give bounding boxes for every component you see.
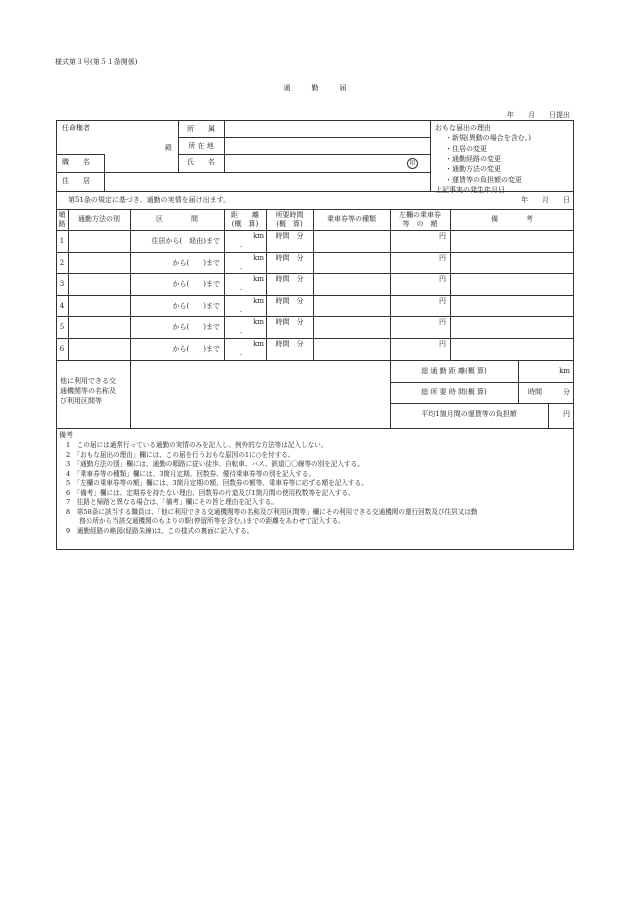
note-item: 務公所から当該交通機関のもよりの駅(停留所等を含む。)までの距離をあわせて記入する。 [66,517,345,525]
row-number: 6 [59,345,65,353]
row-km: km [253,275,264,283]
header-time-top: 所要時間 [275,211,304,219]
monthly-fare-label: 平均1箇月間の運賃等の負担額 [421,410,517,418]
note-item: 6 「備考」欄には、定期券を持たない理由、回数券の片道及び1箇月間の使用枚数等を記入する。 [66,488,355,497]
row-yen: 円 [439,318,446,326]
row-section: から( )まで [172,345,220,353]
row-yen: 円 [439,297,446,305]
reason-item: ・住居の変更 [445,145,487,153]
note-item: 5 「左欄の乗車券等の額」欄には、3箇月定期の額、回数券の額等、乗車券等に応ずる額を記入する。 [66,479,368,487]
row-number: 4 [59,302,65,310]
row-km: km [253,232,264,240]
row-section: から( )まで [172,280,220,288]
honorific: 殿 [165,144,172,152]
total-distance-label: 総 通 勤 距 離(概 算) [421,367,487,375]
row-yen: 円 [439,232,446,240]
row-number: 2 [59,259,65,267]
row-number: 3 [59,280,65,288]
seal-mark: 印 [407,158,418,169]
header-distance-top: 距 離 [231,211,259,219]
row-time: 時間 分 [275,275,304,283]
job-label: 職 名 [62,158,90,166]
row-km: km [253,254,264,262]
notes-title: 備考 [59,431,73,439]
header-time-bottom: (概 算) [276,220,303,228]
decimal-dot: . [239,263,243,271]
header-fare-bottom: 等 の 額 [402,220,438,228]
row-time: 時間 分 [275,297,304,305]
monthly-fare-unit: 円 [563,410,570,418]
total-time-unit: 時間 分 [528,388,570,396]
row-time: 時間 分 [275,340,304,348]
header-route-no-top: 順 [58,211,66,219]
other-transport-label: 通機関等の名称及 [60,387,116,395]
notes-list [66,441,478,536]
header-route-no-bottom: 路 [58,220,66,228]
residence-label: 住 居 [62,177,90,185]
note-item: 9 通勤経路の略図(経路朱線)は、この様式の裏面に記入する。 [66,526,254,535]
occurrence-label: 上記事実の発生年月日 [435,186,505,194]
occurrence-date: 年 月 日 [521,196,570,204]
row-yen: 円 [439,254,446,262]
total-time-label: 総 所 要 時 間(概 算) [421,388,487,396]
decimal-dot: . [239,241,243,249]
decimal-dot: . [239,306,243,314]
row-number: 1 [59,237,65,245]
decimal-dot: . [239,349,243,357]
reasons-title: おもな届出の理由 [435,124,491,132]
note-item: 2 「おもな届出の理由」欄には、この届を行うおもな原因の1に○を付する。 [66,450,295,459]
location-label: 所 在 地 [188,142,214,150]
row-number: 5 [59,323,65,331]
row-time: 時間 分 [275,232,304,240]
reason-item: ・運賃等の負担額の変更 [445,176,522,184]
name-label: 氏 名 [187,158,215,166]
note-item: 8 第58条に該当する職員は、「他に利用できる交通機関等の名称及び利用区間等」欄にその利用できる交通機関の運行回数及び住居又は勤 [66,507,478,516]
total-distance-unit: km [559,367,570,375]
note-item: 4 「乗車券等の種類」欄には、3箇月定期、回数券、優待乗車券等の別を記入する。 [66,469,316,478]
row-section: から( )まで [172,259,220,267]
header-remarks: 備 考 [491,215,533,223]
row-section: 住居から( 経由)まで [151,237,220,245]
row-km: km [253,318,264,326]
declaration: 第51条の規定に基づき、通勤の実情を届け出ます。 [68,196,231,204]
header-ticket-type: 乗車券等の種類 [327,215,376,223]
header-method: 通勤方法の別 [78,215,120,223]
row-time: 時間 分 [275,318,304,326]
note-item: 7 往路と帰路と異なる場合は、「備考」欄にその旨と理由を記入する。 [66,498,278,506]
other-transport-label: 他に利用できる交 [60,377,116,385]
row-km: km [253,340,264,348]
row-yen: 円 [439,340,446,348]
decimal-dot: . [239,327,243,335]
row-section: から( )まで [172,302,220,310]
reason-item: ・通勤方法の変更 [445,165,501,173]
header-fare-top: 左欄の乗車券 [399,211,441,219]
form-title: 通 勤 届 [283,84,347,92]
row-yen: 円 [439,275,446,283]
row-time: 時間 分 [275,254,304,262]
row-section: から( )まで [172,323,220,331]
section-label: 所 属 [187,125,215,133]
reason-item: ・新規(異動の場合を含む。) [445,134,531,142]
note-item: 1 この届には通常行っている通勤の実情のみを記入し、例外的な方法等は記入しない。 [66,441,328,449]
other-transport-label: び利用区間等 [60,397,102,405]
note-item: 3 「通勤方法の別」欄には、通勤の順路に従い徒歩、自転車、バス、鉄道〇〇線等の別を記入する。 [66,460,364,468]
header-section: 区 間 [156,215,198,223]
reason-item: ・通勤経路の変更 [445,155,501,163]
decimal-dot: . [239,284,243,292]
header-distance-bottom: (概 算) [231,220,259,228]
form-number: 様式第３号(第５１条関係) [55,58,138,66]
row-km: km [253,297,264,305]
submit-date: 年 月 日提出 [507,111,570,119]
employer-label: 任命権者 [62,124,90,132]
